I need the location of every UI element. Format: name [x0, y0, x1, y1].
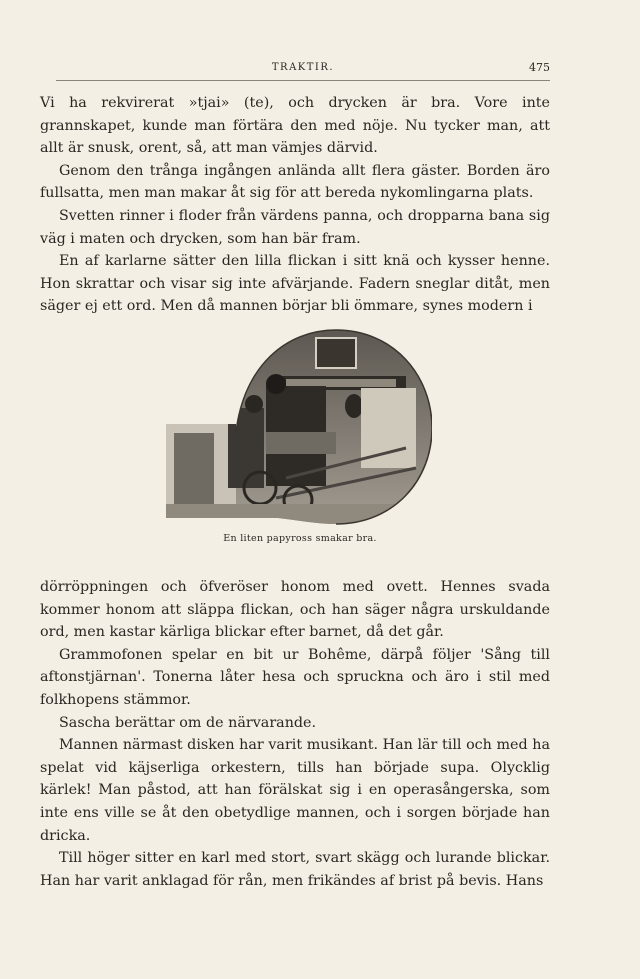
paragraph: Mannen närmast disken har varit musikant. Han lär till och med ha spelat vid käjserliga orkestern, tills han började supa. Olycklig kärlek! Man påstod, att han förälskat sig i en operasångerska, som inte ens ville se åt den obetydlige mannen, och i sorgen började han dricka. [40, 737, 550, 844]
paragraph: Sascha berättar om de närvarande. [59, 714, 317, 731]
running-title: TRAKTIR. [271, 62, 335, 73]
paragraph: Genom den trånga ingången anlända allt flera gäster. Borden äro fullsatta, men man makar åt sig för att bereda nykomlingarna plats. [40, 162, 550, 202]
photo-illustration [166, 328, 432, 528]
paragraph: Till höger sitter en karl med stort, svart skägg och lurande blickar. Han har varit anklagad för rån, men frikändes af brist på bevis. Hans [40, 850, 550, 889]
paragraph: En af karlarne sätter den lilla flickan i sitt knä och kysser henne. Hon skrattar och visar sig inte afvärjande. Fadern sneglar ditåt, men säger ej ett ord. Men då mannen börjar bli ömmare, synes modern i [40, 253, 550, 315]
page-header [56, 60, 550, 81]
paragraph: Grammofonen spelar en bit ur Bohême, därpå följer 'Sång till aftonstjärnan'. Tonerna låter hesa och spruckna och äro i stil med folkhopens stämmor. [40, 646, 550, 708]
paragraph: Vi ha rekvirerat »tjai» (te), och drycken är bra. Vore inte grannskapet, kunde man förtära den med nöje. Nu tycker man, att allt är snusk, orent, så, att man vämjes därvid. [40, 95, 550, 157]
text-block-bottom [40, 576, 550, 892]
text-block-top [40, 92, 550, 318]
paragraph: Svetten rinner i floder från värdens panna, och dropparna bana sig väg i maten och drycken, som han bär fram. [40, 207, 550, 247]
page-number: 475 [529, 61, 550, 74]
figure-caption: En liten papyross smakar bra. [223, 533, 377, 544]
paragraph: dörröppningen och öfveröser honom med ovett. Hennes svada kommer honom att släppa flickan, och han säger några urskuldande ord, men kastar kärliga blickar efter barnet, då det går. [40, 579, 550, 641]
photo-vignette [166, 328, 432, 528]
